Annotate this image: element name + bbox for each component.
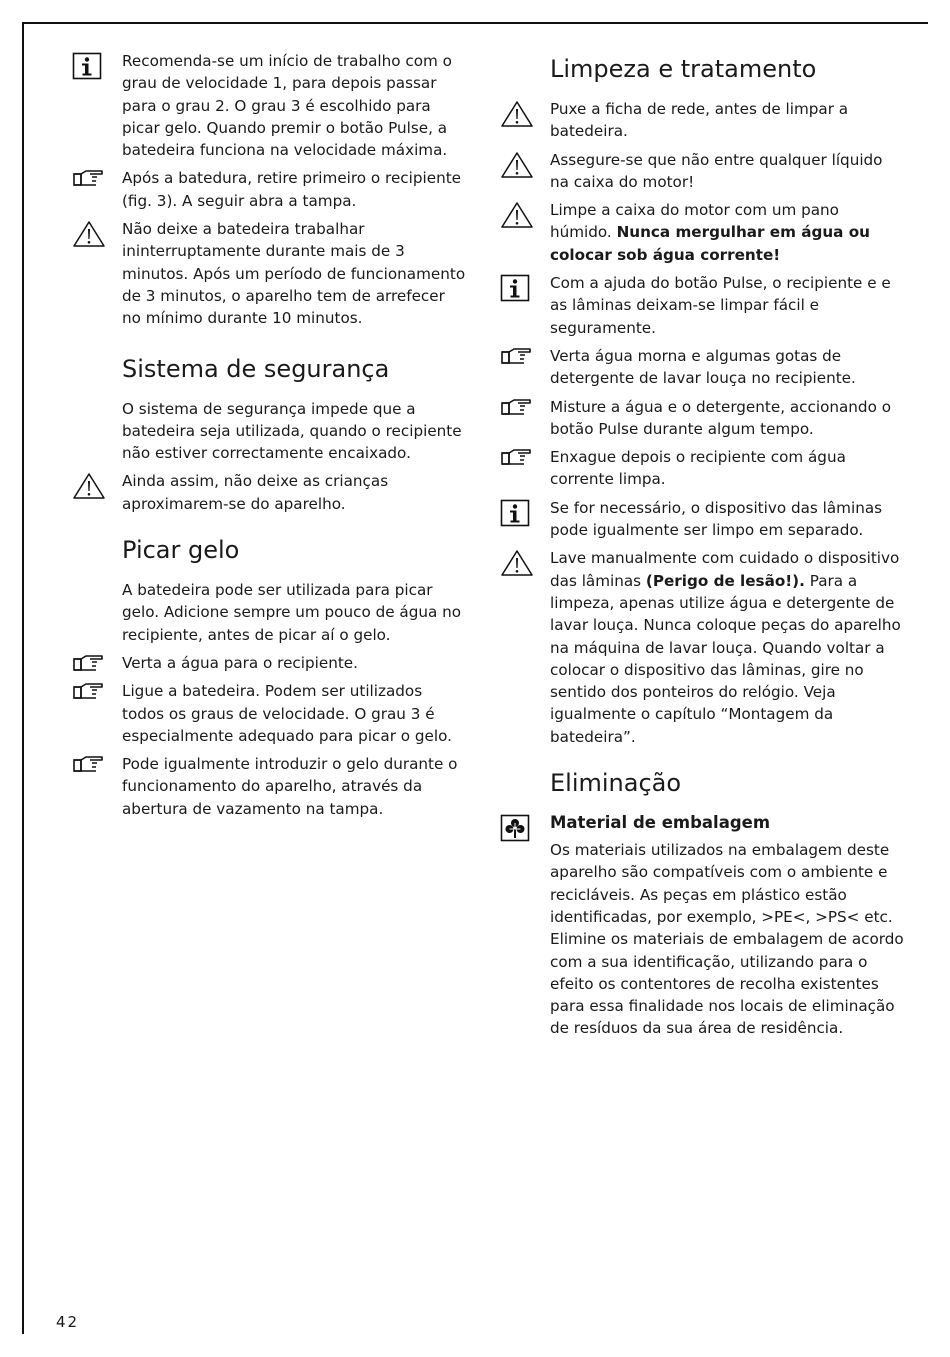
pointing-hand-icon [72, 165, 106, 193]
warning-plain-text: Limpe a caixa do motor com um pano húmido. [550, 201, 839, 242]
recycling-note [494, 812, 904, 1040]
cleaning-warning-text: Assegure-se que não entre qualquer líquido na caixa do motor! [550, 150, 883, 191]
warning-plain-text: Lave manualmente com cuidado o dispositivo das lâminas [550, 549, 900, 590]
pointing-hand-icon [72, 678, 106, 706]
info-icon [500, 499, 534, 527]
cleaning-step-text: Verta água morna e algumas gotas de detergente de lavar louça no recipiente. [550, 346, 856, 388]
warning-bold-text: Nunca mergulhar em água ou colocar sob água corrente! [550, 223, 870, 264]
page-frame-top [22, 22, 928, 24]
section-title-safety: Sistema de segurança [122, 354, 390, 383]
cloverleaf-recycling-icon [500, 814, 534, 842]
ice-step-text: Pode igualmente introduzir o gelo durante o funcionamento do aparelho, através da abertura de vazamento na tampa. [122, 755, 458, 818]
warning-note [66, 470, 466, 515]
warning-bold-text: (Perigo de lesão!). [645, 571, 805, 590]
warning-triangle-icon [500, 100, 534, 128]
pointing-hand-icon [72, 650, 106, 678]
warning-triangle-icon [72, 220, 106, 248]
safety-warning-text: Ainda assim, não deixe as crianças aproximarem-se do aparelho. [122, 472, 389, 513]
section-title-ice: Picar gelo [122, 536, 240, 565]
safety-text: O sistema de segurança impede que a batedeira seja utilizada, quando o recipiente não estiver correctamente encaixado. [122, 399, 462, 463]
right-column [494, 50, 904, 1046]
step-item [66, 680, 466, 747]
ice-step-text: Ligue a batedeira. Podem ser utilizados todos os graus de velocidade. O grau 3 é especialmente adequado para picar o gelo. [122, 682, 452, 745]
ice-text: A batedeira pode ser utilizada para picar gelo. Adicione sempre um pouco de água no recipiente, antes de picar aí o gelo. [122, 581, 462, 644]
disposal-text: Os materiais utilizados na embalagem deste aparelho são compatíveis com o ambiente e recicláveis. As peças em plástico estão identificadas, por exemplo, >PE<, >PS< etc. Elimine os materiais de embalagem de acordo com a sua identificação, utilizando para o efeito os contentores de recolha existentes para essa finalidade nos locais de eliminação de resíduos da sua área de residência. [550, 841, 904, 1038]
warning-note [494, 149, 904, 194]
intro-step-text: Após a batedura, retire primeiro o recipiente (fig. 3). A seguir abra a tampa. [122, 169, 461, 210]
step-item [66, 167, 466, 212]
intro-warning-text: Não deixe a batedeira trabalhar ininterruptamente durante mais de 3 minutos. Após um período de funcionamento de 3 minutos, o aparelho tem de arrefecer no mínimo durante 10 minutos. [122, 220, 466, 328]
step-item [494, 446, 904, 491]
info-icon [500, 274, 534, 302]
warning-triangle-icon [500, 549, 534, 577]
warning-note [494, 547, 904, 748]
step-item [66, 753, 466, 820]
cleaning-step-text: Enxague depois o recipiente com água corrente limpa. [550, 448, 846, 489]
warning-triangle-icon [500, 151, 534, 179]
pointing-hand-icon [500, 444, 534, 472]
pointing-hand-icon [500, 343, 534, 371]
info-note [66, 50, 466, 161]
info-note [494, 497, 904, 542]
cleaning-info-text: Com a ajuda do botão Pulse, o recipiente e e as lâminas deixam-se limpar fácil e seguramente. [550, 274, 891, 337]
cleaning-info-text: Se for necessário, o dispositivo das lâminas pode igualmente ser limpo em separado. [550, 498, 883, 540]
step-item [494, 345, 904, 390]
warning-triangle-icon [72, 472, 106, 500]
left-column [66, 50, 466, 826]
disposal-subtitle: Material de embalagem [550, 813, 771, 833]
paragraph [66, 579, 466, 646]
ice-step-text: Verta a água para o recipiente. [122, 653, 358, 672]
paragraph [66, 398, 466, 465]
warning-triangle-icon [500, 201, 534, 229]
section-title-cleaning: Limpeza e tratamento [550, 55, 817, 83]
warning-note [494, 199, 904, 266]
intro-info-text: Recomenda-se um início de trabalho com o grau de velocidade 1, para depois passar para o grau 2. O grau 3 é escolhido para picar gelo. Quando premir o botão Pulse, a batedeira funciona na velocidade máxima. [122, 52, 452, 160]
page-number: 42 [56, 1313, 80, 1331]
warning-note [66, 218, 466, 329]
step-item [494, 396, 904, 441]
cleaning-warning-text: Puxe a ficha de rede, antes de limpar a batedeira. [550, 100, 849, 141]
warning-note [494, 98, 904, 143]
step-item [66, 652, 466, 674]
info-note [494, 272, 904, 339]
pointing-hand-icon [72, 751, 106, 779]
warning-plain-text: Para a limpeza, apenas utilize água e detergente de lavar louça. Nunca coloque peças do aparelho na máquina de lavar louça. Quando voltar a colocar o dispositivo das lâminas, gire no sentido dos ponteiros do relógio. Veja igualmente o capítulo “Montagem da batedeira”. [550, 571, 901, 746]
cleaning-step-text: Misture a água e o detergente, accionando o botão Pulse durante algum tempo. [550, 397, 891, 438]
pointing-hand-icon [500, 394, 534, 422]
cleaning-warning-text [550, 547, 904, 748]
page-frame-left [22, 22, 24, 1334]
section-title-disposal: Eliminação [550, 769, 682, 798]
cleaning-warning-text [550, 199, 904, 266]
info-icon [72, 52, 106, 80]
